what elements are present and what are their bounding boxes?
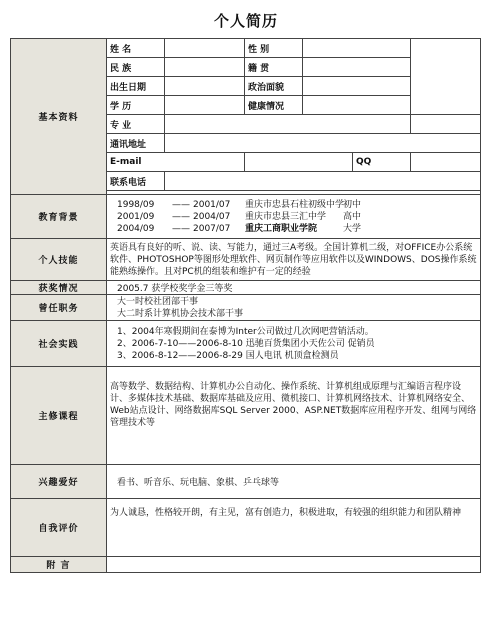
self-evaluation-text: 为人诚恳，性格较开朗，有主见，富有创造力，积极进取，有较强的组织能力和团队精神 <box>107 499 481 557</box>
phone-field[interactable] <box>165 172 481 191</box>
education-entry <box>117 223 477 235</box>
edu-level: 高中 <box>343 211 362 222</box>
edu-end: 2004/07 <box>193 211 231 222</box>
social-practice-item: 2、2006-7-10——2006-8-10 迅驰百货集团小天佐公司 促销员 <box>117 338 375 349</box>
edu-level: 初中 <box>343 199 362 210</box>
section-self-evaluation: 自我评价 <box>11 499 107 557</box>
edu-start: 1998/09 <box>117 199 155 210</box>
section-awards: 获奖情况 <box>11 281 107 295</box>
edu-school: 重庆市忠县石柱初级中学 <box>245 199 345 210</box>
social-practice-list <box>107 321 481 367</box>
hometown-label: 籍 贯 <box>245 58 303 77</box>
edu-dash: —— <box>172 211 190 222</box>
gender-field[interactable] <box>303 39 411 58</box>
page-title: 个人简历 <box>213 12 278 30</box>
email-field[interactable] <box>245 153 353 172</box>
section-social-practice: 社会实践 <box>11 321 107 367</box>
skills-text: 英语具有良好的听、说、读、写能力，通过三A考级。全国计算机二级，对OFFICE办公系统软件、PHOTOSHOP等图形处理软件、网页制作等应用软件以及WINDOWS、DOS操作系统能熟练操作。且对PC机的组装和维护有一定的经验 <box>107 239 481 281</box>
education-list <box>107 195 481 239</box>
photo-cell[interactable] <box>411 39 481 115</box>
ethnicity-field[interactable] <box>165 58 245 77</box>
address-label: 通讯地址 <box>107 134 165 153</box>
health-field[interactable] <box>303 96 411 115</box>
edu-end: 2007/07 <box>193 223 231 234</box>
section-courses: 主修课程 <box>11 367 107 465</box>
education-level-label: 学 历 <box>107 96 165 115</box>
hobbies-text: 看书、听音乐、玩电脑、象棋、乒乓球等 <box>107 465 481 499</box>
gender-label: 性 别 <box>245 39 303 58</box>
section-attachment: 附 言 <box>11 557 107 573</box>
social-practice-item: 3、2006-8-12——2006-8-29 国人电讯 机顶盒检测员 <box>117 350 339 361</box>
name-label: 姓 名 <box>107 39 165 58</box>
education-entry <box>117 199 477 211</box>
section-basic-info: 基本资料 <box>11 39 107 195</box>
birth-date-field[interactable] <box>165 77 245 96</box>
edu-end: 2001/07 <box>193 199 231 210</box>
section-skills: 个人技能 <box>11 239 107 281</box>
major-extra-cell <box>411 115 481 134</box>
birth-date-label: 出生日期 <box>107 77 165 96</box>
section-positions: 曾任职务 <box>11 295 107 321</box>
edu-dash: —— <box>172 223 190 234</box>
political-status-field[interactable] <box>303 77 411 96</box>
address-field[interactable] <box>165 134 481 153</box>
edu-dash: —— <box>172 199 190 210</box>
courses-text: 高等数学、数据结构、计算机办公自动化、操作系统、计算机组成原理与汇编语言程序设计、多媒体技术基础、数据库基础及应用、微机接口、计算机网络技术、计算机网络安全、Web站点设计、网络数据库SQL Server 2000、ASP.NET数据库应用程序开发、组网与网络管理技术等 <box>107 367 481 465</box>
attachment-field[interactable] <box>107 557 481 573</box>
major-field[interactable] <box>165 115 411 134</box>
position-item: 大一时校社团部干事 <box>117 296 199 307</box>
edu-school: 重庆工商职业学院 <box>245 223 318 234</box>
section-hobbies: 兴趣爱好 <box>11 465 107 499</box>
email-label: E-mail <box>107 153 245 172</box>
qq-field[interactable] <box>411 153 481 172</box>
section-education: 教育背景 <box>11 195 107 239</box>
edu-start: 2001/09 <box>117 211 155 222</box>
education-entry <box>117 211 477 223</box>
health-label: 健康情况 <box>245 96 303 115</box>
social-practice-item: 1、2004年寒假期间在泰博为Inter公司做过几次网吧营销活动。 <box>117 326 374 337</box>
hometown-field[interactable] <box>303 58 411 77</box>
resume-table <box>10 38 481 573</box>
edu-level: 大学 <box>343 223 362 234</box>
awards-text: 2005.7 获学校奖学金三等奖 <box>107 281 481 295</box>
positions-list <box>107 295 481 321</box>
education-level-field[interactable] <box>165 96 245 115</box>
position-item: 大二时系计算机协会技术部干事 <box>117 308 244 319</box>
major-label: 专 业 <box>107 115 165 134</box>
qq-label: QQ <box>353 153 411 172</box>
edu-school: 重庆市忠县三汇中学 <box>245 211 327 222</box>
political-status-label: 政治面貌 <box>245 77 303 96</box>
phone-label: 联系电话 <box>107 172 165 191</box>
edu-start: 2004/09 <box>117 223 155 234</box>
ethnicity-label: 民 族 <box>107 58 165 77</box>
name-field[interactable] <box>165 39 245 58</box>
